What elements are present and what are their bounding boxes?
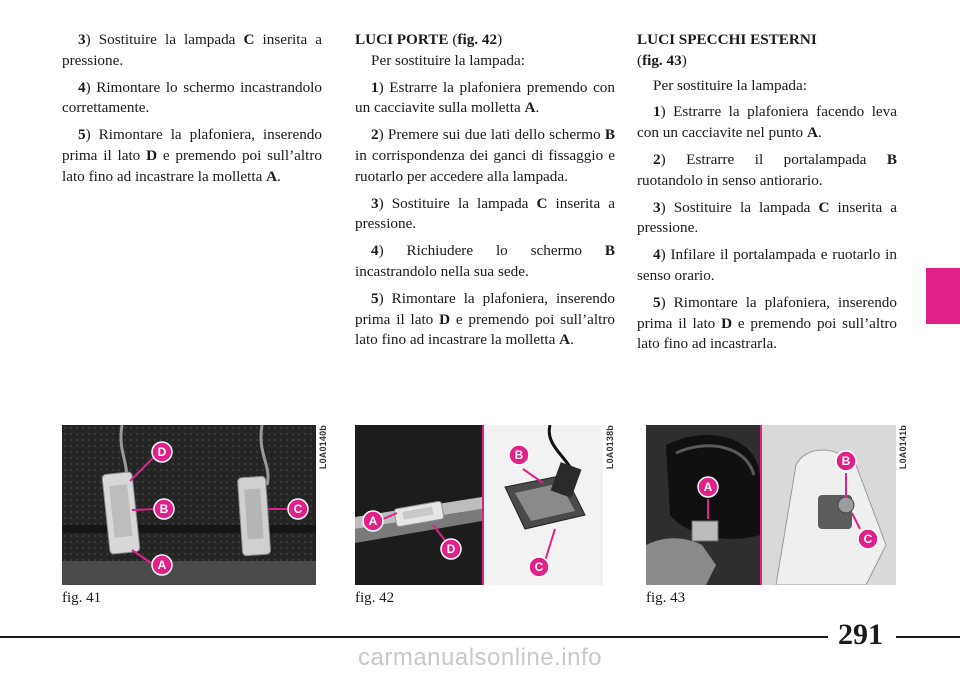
callout-d xyxy=(152,442,172,462)
svg-text:D: D xyxy=(157,445,167,459)
section-title-luci-porte: LUCI PORTE (fig. 42) xyxy=(355,31,503,48)
figure-42-photo xyxy=(355,425,603,585)
text-column-1 xyxy=(62,30,322,194)
footer-rule-right xyxy=(896,636,960,638)
figure-43-code: L0A0141b xyxy=(898,425,908,470)
callout-b xyxy=(154,499,174,519)
step-2: 2) Estrarre il portalampada B ruotandolo in senso antiorario. xyxy=(637,150,897,189)
figure-41-code: L0A0140b xyxy=(318,425,328,470)
svg-text:B: B xyxy=(841,454,851,468)
callout-c xyxy=(288,499,308,519)
callout-a xyxy=(152,555,172,575)
step-3: 3) Sostituire la lampada C inserita a pressione. xyxy=(355,194,615,233)
chapter-side-tab xyxy=(926,268,960,324)
figure-43-photo xyxy=(646,425,896,585)
intro-text: Per sostituire la lampada: xyxy=(653,76,807,94)
footer-rule-left xyxy=(0,636,828,638)
page-number: 291 xyxy=(838,618,883,651)
figure-42-caption: fig. 42 xyxy=(355,590,395,606)
text-column-3 xyxy=(637,30,897,361)
step-3: 3) Sostituire la lampada C inserita a pressione. xyxy=(637,198,897,237)
step-4: 4) Rimontare lo schermo incastrandolo correttamente. xyxy=(62,78,322,117)
figure-41-photo xyxy=(62,425,316,585)
svg-text:B: B xyxy=(514,448,524,462)
callout-a xyxy=(698,477,718,497)
svg-text:C: C xyxy=(293,502,303,516)
step-5: 5) Rimontare la plafoniera, inserendo prima il lato D e premendo poi sull’altro lato fino ad incastrare la molletta A. xyxy=(62,126,322,185)
callout-b xyxy=(509,445,529,465)
callout-b xyxy=(836,451,856,471)
intro-text: Per sostituire la lampada: xyxy=(371,51,525,69)
callout-c xyxy=(529,557,549,577)
step-3: 3) Sostituire la lampada C inserita a pressione. xyxy=(62,31,322,69)
watermark: carmanualsonline.info xyxy=(358,644,602,671)
figure-42-code: L0A0138b xyxy=(605,425,615,470)
lamp-housing-right xyxy=(237,476,270,556)
step-1: 1) Estrarre la plafoniera premendo con un cacciavite sulla molletta A. xyxy=(355,78,615,117)
step-4: 4) Infilare il portalampada e ruotarlo in senso orario. xyxy=(637,246,897,284)
svg-text:A: A xyxy=(157,558,167,572)
svg-text:B: B xyxy=(159,502,169,516)
text-column-2 xyxy=(355,30,615,357)
svg-text:C: C xyxy=(863,532,873,546)
callout-d xyxy=(441,539,461,559)
step-5: 5) Rimontare la plafoniera, inserendo prima il lato D e premendo poi sull’altro lato fino ad incastrarla. xyxy=(637,293,897,353)
svg-text:C: C xyxy=(534,560,544,574)
figure-41-caption: fig. 41 xyxy=(62,590,102,606)
svg-text:A: A xyxy=(368,514,378,528)
section-title-luci-specchi: LUCI SPECCHI ESTERNI xyxy=(637,31,817,48)
step-2: 2) Premere sui due lati dello schermo B in corrispondenza dei ganci di fissaggio e ruotarlo per accedere alla lampada. xyxy=(355,126,615,185)
section-title-ref: (fig. 43) xyxy=(637,51,687,69)
figure-43-caption: fig. 43 xyxy=(646,590,686,606)
svg-text:A: A xyxy=(703,480,713,494)
step-1: 1) Estrarre la plafoniera facendo leva con un cacciavite nel punto A. xyxy=(637,103,897,142)
callout-c xyxy=(858,529,878,549)
svg-text:D: D xyxy=(446,542,456,556)
callout-a xyxy=(363,511,383,531)
step-5: 5) Rimontare la plafoniera, inserendo prima il lato D e premendo poi sull’altro lato fino ad incastrare la molletta A. xyxy=(355,289,615,349)
step-4: 4) Richiudere lo schermo B incastrandolo nella sua sede. xyxy=(355,242,615,280)
